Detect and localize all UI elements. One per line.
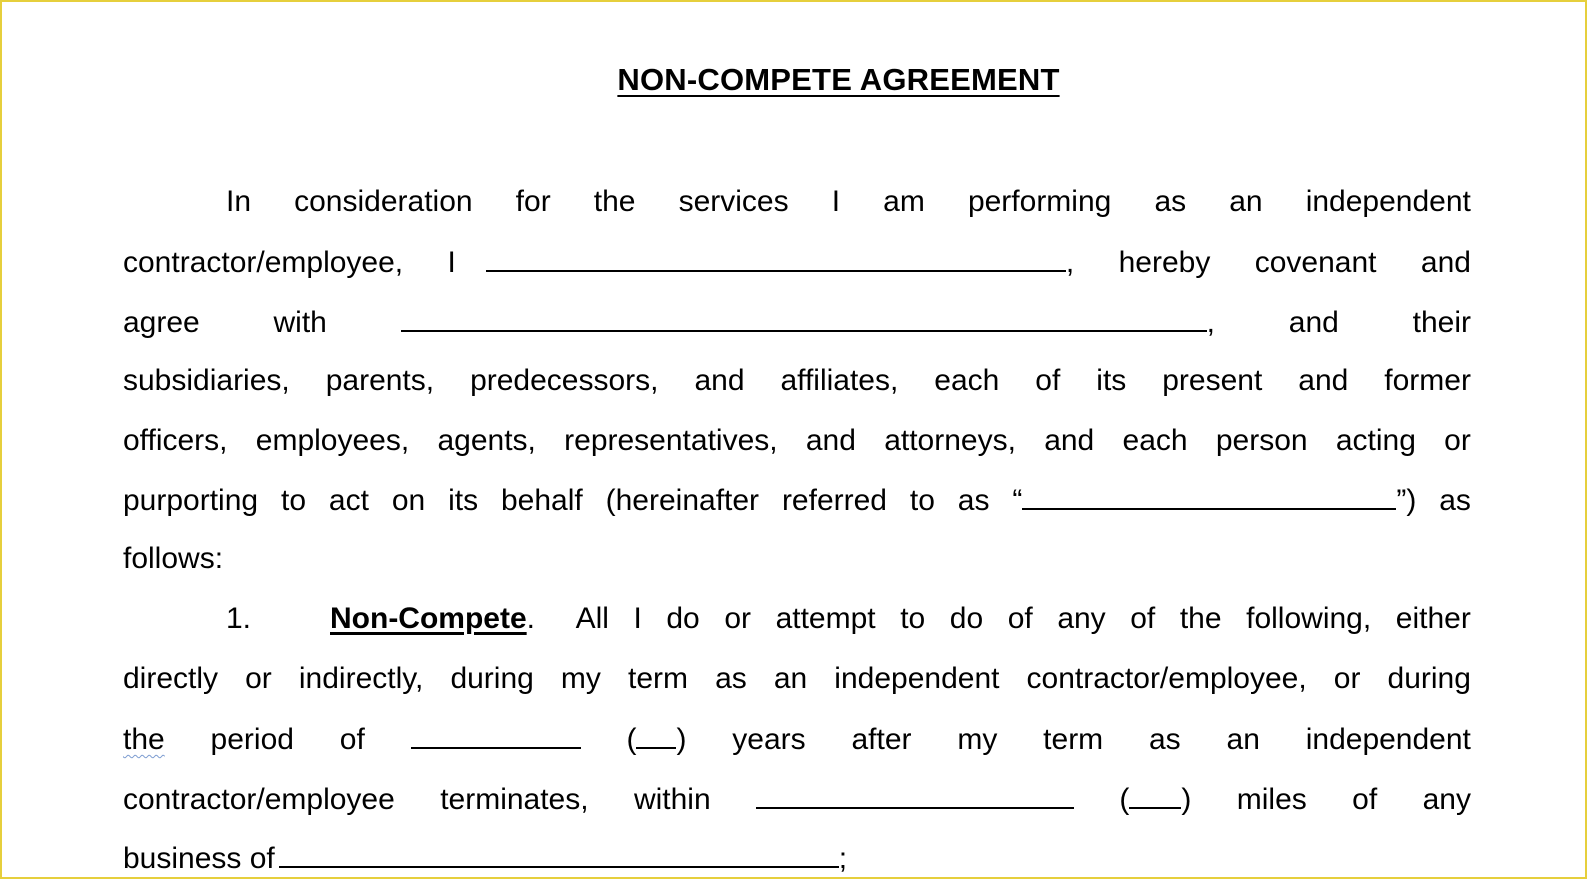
text: In	[226, 185, 252, 218]
text: and	[805, 424, 856, 457]
text: independent	[834, 662, 1000, 695]
document-title-text: NON-COMPETE AGREEMENT	[617, 62, 1060, 97]
period-words-blank[interactable]	[411, 721, 581, 749]
paragraph-line-12	[123, 840, 1471, 876]
text: I	[633, 602, 642, 635]
paragraph-line-6	[123, 482, 1471, 518]
section-number: 1.	[226, 602, 252, 635]
text: affiliates,	[780, 364, 899, 397]
text: “	[1012, 484, 1023, 517]
text: agents,	[437, 424, 536, 457]
text: behalf	[500, 484, 583, 517]
text: subsidiaries,	[123, 364, 290, 397]
text: independent	[1305, 185, 1471, 218]
text: predecessors,	[470, 364, 659, 397]
referred-as-blank[interactable]	[1022, 482, 1396, 510]
text: .	[526, 602, 535, 635]
text: period	[210, 723, 294, 756]
text: an	[1229, 185, 1263, 218]
text: of	[1352, 783, 1378, 816]
text: or	[245, 662, 272, 695]
text: of	[1035, 364, 1061, 397]
text: any	[1057, 602, 1106, 635]
text: former	[1384, 364, 1471, 397]
text: independent	[1305, 723, 1471, 756]
text: to	[909, 484, 935, 517]
text: of	[339, 723, 365, 756]
text: any	[1422, 783, 1471, 816]
text: ,	[1206, 306, 1215, 339]
text: contractor/employee,	[1026, 662, 1307, 695]
text: ”)	[1396, 484, 1417, 517]
text: do	[666, 602, 700, 635]
text: as	[957, 484, 990, 517]
text: I	[447, 246, 456, 279]
text: All	[575, 602, 609, 635]
paragraph-line-7	[123, 541, 1471, 577]
text: contractor/employee	[123, 783, 395, 816]
text: miles	[1236, 783, 1307, 816]
paragraph-line-10	[123, 721, 1471, 757]
text: as	[1154, 185, 1187, 218]
text: the	[1179, 602, 1222, 635]
text: acting	[1335, 424, 1416, 457]
text: contractor/employee,	[123, 246, 404, 279]
text: (hereinafter	[605, 484, 760, 517]
paragraph-line-4	[123, 363, 1471, 399]
text: its	[448, 484, 479, 517]
text: and	[1288, 306, 1339, 339]
text: hereby	[1118, 246, 1211, 279]
section-heading: Non-Compete	[330, 602, 527, 635]
text: to	[280, 484, 307, 517]
text: covenant	[1254, 246, 1377, 279]
text: of	[1130, 602, 1156, 635]
text: attorneys,	[884, 424, 1016, 457]
text: their	[1412, 306, 1471, 339]
business-blank[interactable]	[279, 840, 839, 868]
text: person	[1215, 424, 1308, 457]
miles-words-blank[interactable]	[756, 781, 1074, 809]
text: (	[626, 723, 637, 756]
text: within	[633, 783, 711, 816]
text: officers,	[123, 424, 228, 457]
text: directly	[123, 662, 219, 695]
text: term	[1043, 723, 1104, 756]
text: employees,	[255, 424, 410, 457]
text: parents,	[325, 364, 435, 397]
text: the	[593, 185, 636, 218]
text: as	[1439, 484, 1471, 517]
text: an	[1226, 723, 1260, 756]
paragraph-line-3	[123, 304, 1471, 340]
company-blank[interactable]	[401, 304, 1207, 332]
text: as	[715, 662, 747, 695]
text: purporting	[123, 484, 259, 517]
text: agree	[123, 306, 200, 339]
text: performing	[967, 185, 1112, 218]
text: consideration	[294, 185, 473, 218]
text: attempt	[775, 602, 876, 635]
text: an	[773, 662, 808, 695]
text: follows:	[123, 542, 224, 575]
text: act	[328, 484, 369, 517]
text: and	[1298, 364, 1349, 397]
document-title	[2, 62, 1585, 98]
text: business of	[123, 842, 275, 875]
text: and	[694, 364, 745, 397]
text: either	[1395, 602, 1471, 635]
text: I	[831, 185, 841, 218]
text: each	[1122, 424, 1188, 457]
text: as	[1149, 723, 1181, 756]
text: each	[934, 364, 1000, 397]
text: with	[273, 306, 327, 339]
paragraph-line-5	[123, 423, 1471, 459]
text: )	[1181, 783, 1192, 816]
text: do	[949, 602, 984, 635]
text: during	[1387, 662, 1471, 695]
text: services	[678, 185, 789, 218]
name-blank[interactable]	[486, 244, 1066, 272]
text: on	[391, 484, 426, 517]
text: years	[732, 723, 806, 756]
text: my	[957, 723, 998, 756]
section-1-heading-line	[123, 601, 1471, 637]
text: to	[900, 602, 926, 635]
text: (	[1119, 783, 1130, 816]
paragraph-line-1	[123, 184, 1471, 220]
text: present	[1162, 364, 1263, 397]
text: or	[724, 602, 751, 635]
spellcheck-word: the	[123, 723, 165, 756]
text: its	[1096, 364, 1127, 397]
text: )	[676, 723, 687, 756]
miles-number-blank[interactable]	[1129, 781, 1181, 809]
text: following,	[1246, 602, 1372, 635]
text: am	[883, 185, 925, 218]
text: representatives,	[564, 424, 778, 457]
text: terminates,	[440, 783, 589, 816]
text: and	[1044, 424, 1095, 457]
text: and	[1420, 246, 1471, 279]
text: ;	[838, 842, 848, 875]
text: or	[1333, 662, 1361, 695]
paragraph-line-11	[123, 781, 1471, 817]
paragraph-line-2	[123, 244, 1471, 280]
text: referred	[781, 484, 887, 517]
period-number-blank[interactable]	[636, 721, 676, 749]
text: ,	[1065, 246, 1075, 279]
text: of	[1007, 602, 1033, 635]
text: for	[515, 185, 551, 218]
text: during	[450, 662, 534, 695]
text: after	[851, 723, 912, 756]
text: my	[560, 662, 601, 695]
paragraph-line-9	[123, 661, 1471, 697]
text: indirectly,	[298, 662, 424, 695]
text: or	[1444, 424, 1471, 457]
text: term	[628, 662, 688, 695]
